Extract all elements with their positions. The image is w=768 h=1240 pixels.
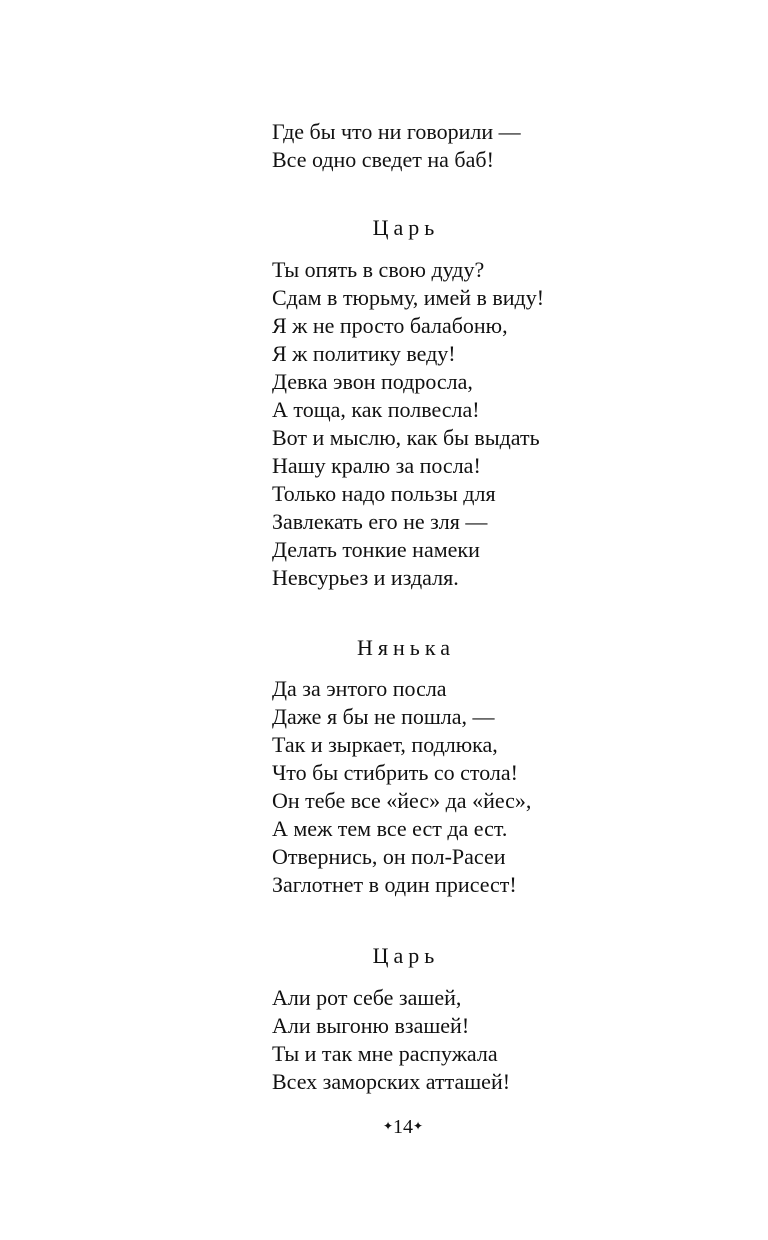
verse-line: Я ж не просто балабоню,	[272, 313, 508, 338]
speaker-name-tsar: Царь	[372, 215, 440, 240]
verse-line: Что бы стибрить со стола!	[272, 760, 518, 785]
verse-line: Даже я бы не пошла, —	[272, 704, 495, 729]
verse-line: Али рот себе зашей,	[272, 985, 462, 1010]
verse-line: А меж тем все ест да ест.	[272, 816, 508, 841]
verse-line: Ты и так мне распужала	[272, 1041, 498, 1066]
verse-line: Невсурьез и издаля.	[272, 565, 459, 590]
verse-block-3	[272, 675, 692, 899]
verse-line: Всех заморских атташей!	[272, 1069, 511, 1094]
verse-line: Али выгоню взашей!	[272, 1013, 470, 1038]
verse-line: Сдам в тюрьму, имей в виду!	[272, 285, 545, 310]
verse-line: Отвернись, он пол-Расеи	[272, 844, 506, 869]
verse-block-2	[272, 256, 692, 592]
verse-line: Вот и мыслю, как бы выдать	[272, 425, 540, 450]
verse-line: Завлекать его не зля —	[272, 509, 488, 534]
verse-line: Заглотнет в один присест!	[272, 872, 517, 897]
verse-line: Девка эвон подросла,	[272, 369, 473, 394]
verse-line: А тоща, как полвесла!	[272, 397, 480, 422]
verse-line: Нашу кралю за посла!	[272, 453, 481, 478]
verse-line: Он тебе все «йес» да «йес»,	[272, 788, 532, 813]
verse-line: Да за энтого посла	[272, 676, 447, 701]
verse-line: Так и зыркает, подлюка,	[272, 732, 498, 757]
verse-block-1	[272, 118, 692, 174]
speaker-name-nanny: Нянька	[357, 635, 455, 660]
ornament-right-icon: ✦	[413, 1119, 424, 1133]
verse-line: Все одно сведет на баб!	[272, 147, 494, 172]
ornament-left-icon: ✦	[382, 1119, 393, 1133]
verse-line: Где бы что ни говорили —	[272, 119, 521, 144]
verse-line: Только надо пользы для	[272, 481, 496, 506]
page-number	[0, 1112, 768, 1141]
verse-line: Я ж политику веду!	[272, 341, 456, 366]
page-number-value: 14	[393, 1116, 413, 1138]
speaker-name-tsar: Царь	[372, 943, 440, 968]
verse-line: Ты опять в свою дуду?	[272, 257, 485, 282]
verse-block-4	[272, 984, 692, 1096]
verse-line: Делать тонкие намеки	[272, 537, 480, 562]
